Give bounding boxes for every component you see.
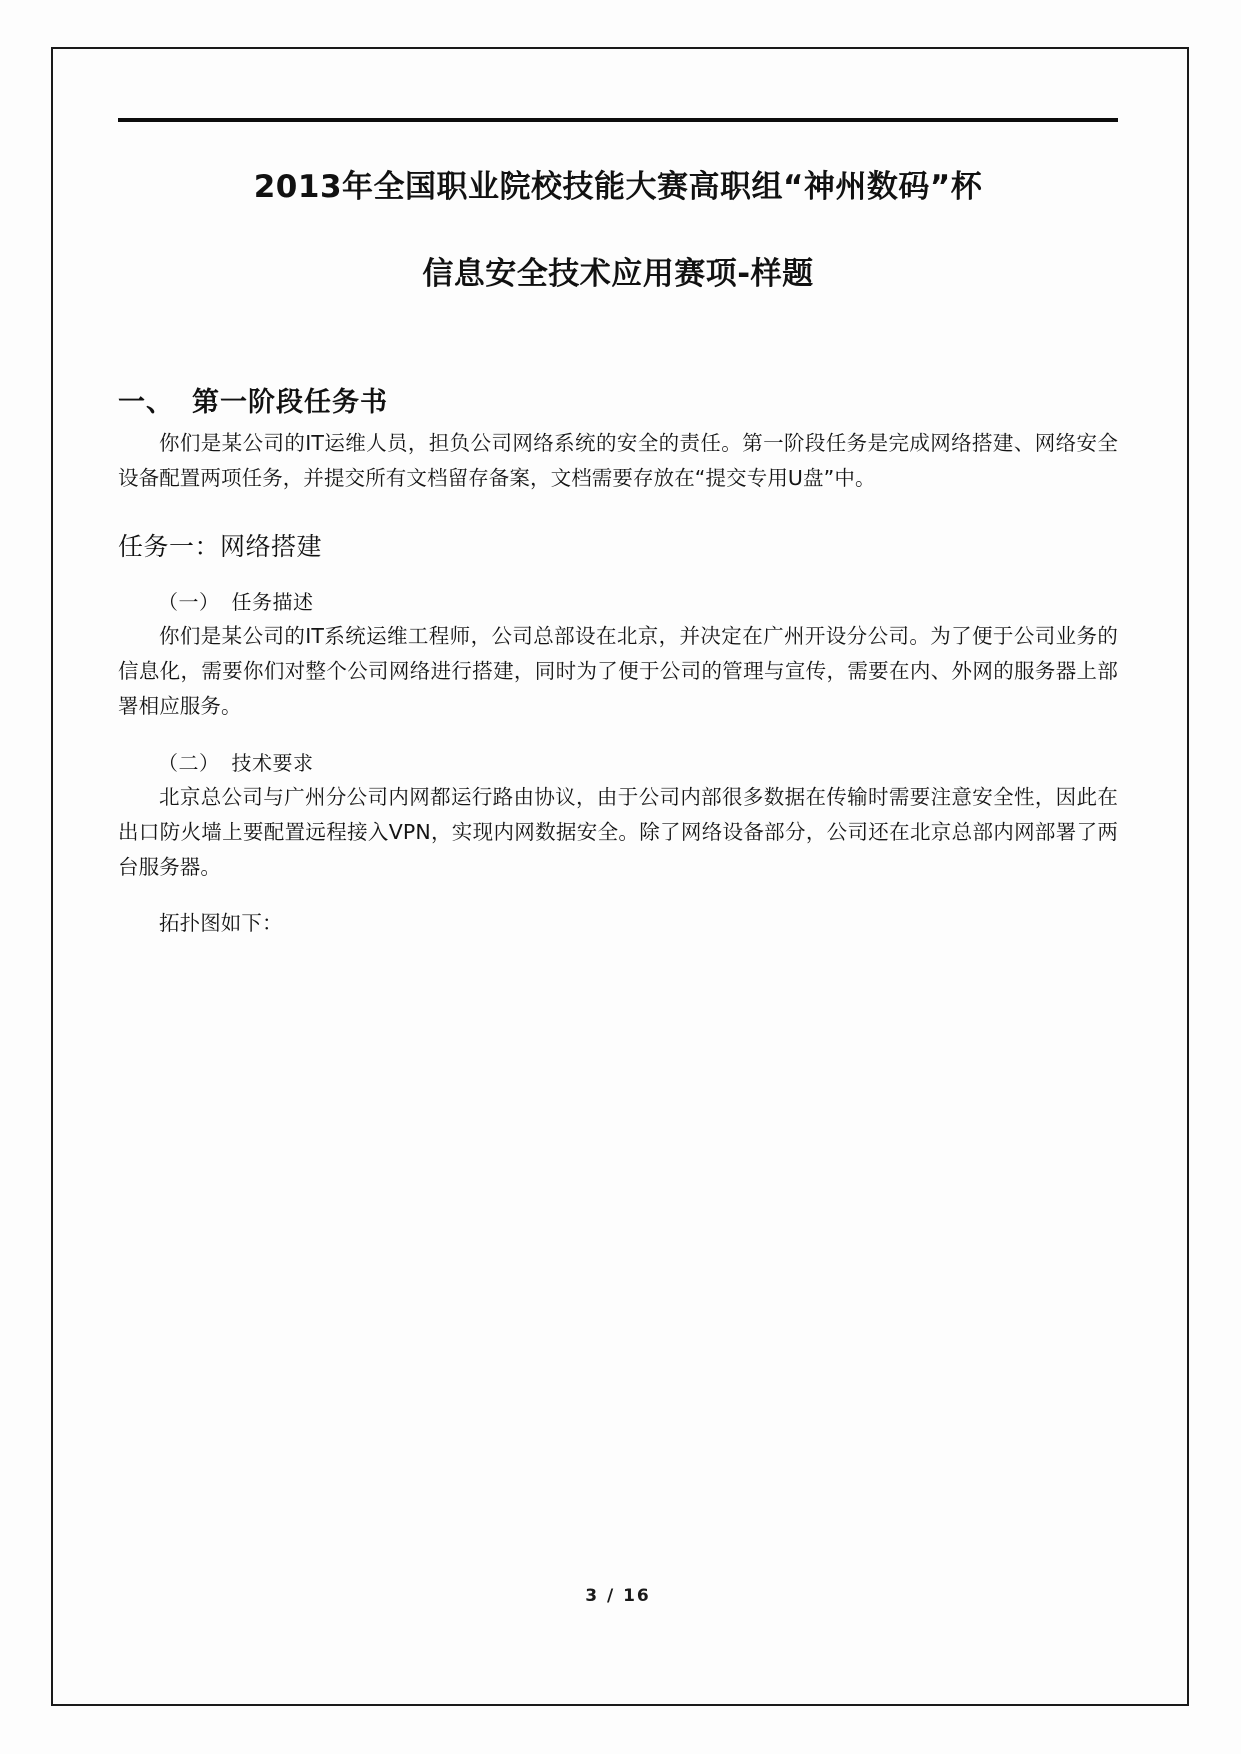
heading-task-one: 任务一：网络搭建 bbox=[118, 532, 323, 562]
heading-technical-requirements bbox=[118, 749, 1118, 778]
paragraph-topology-note: 拓扑图如下： bbox=[159, 910, 283, 935]
page-number: 3 / 16 bbox=[585, 1586, 651, 1606]
heading-technical-requirements-label: 技术要求 bbox=[231, 750, 314, 775]
document-title-line-2: 信息安全技术应用赛项-样题 bbox=[422, 256, 814, 292]
header-rule bbox=[118, 118, 1118, 122]
heading-task-description bbox=[118, 588, 1118, 617]
paragraph-stage-one: 你们是某公司的IT运维人员，担负公司网络系统的安全的责任。第一阶段任务是完成网络搭建、网络安全设备配置两项任务，并提交所有文档留存备案，文档需要存放在“提交专用U盘”中。 bbox=[118, 430, 1118, 490]
heading-task-description-number: （一） bbox=[158, 589, 220, 614]
heading-stage-one-label: 第一阶段任务书 bbox=[192, 387, 388, 418]
paragraph-task-description: 你们是某公司的IT系统运维工程师，公司总部设在北京，并决定在广州开设分公司。为了便于公司业务的信息化，需要你们对整个公司网络进行搭建，同时为了便于公司的管理与宣传，需要在内、外网的服务器上部署相应服务。 bbox=[118, 623, 1118, 719]
heading-task-description-label: 任务描述 bbox=[231, 589, 314, 614]
page-content bbox=[118, 150, 1118, 962]
document-title bbox=[118, 169, 1118, 292]
paragraph-technical-requirements: 北京总公司与广州分公司内网都运行路由协议，由于公司内部很多数据在传输时需要注意安全性，因此在出口防火墙上要配置远程接入VPN，实现内网数据安全。除了网络设备部分，公司还在北京总部内网部署了两台服务器。 bbox=[118, 784, 1118, 879]
heading-stage-one bbox=[118, 386, 1118, 420]
page-footer bbox=[118, 1586, 1118, 1606]
document-title-line-1: 2013年全国职业院校技能大赛高职组“神州数码”杯 bbox=[253, 169, 983, 205]
heading-technical-requirements-number: （二） bbox=[158, 750, 220, 775]
heading-stage-one-number: 一、 bbox=[118, 387, 174, 418]
